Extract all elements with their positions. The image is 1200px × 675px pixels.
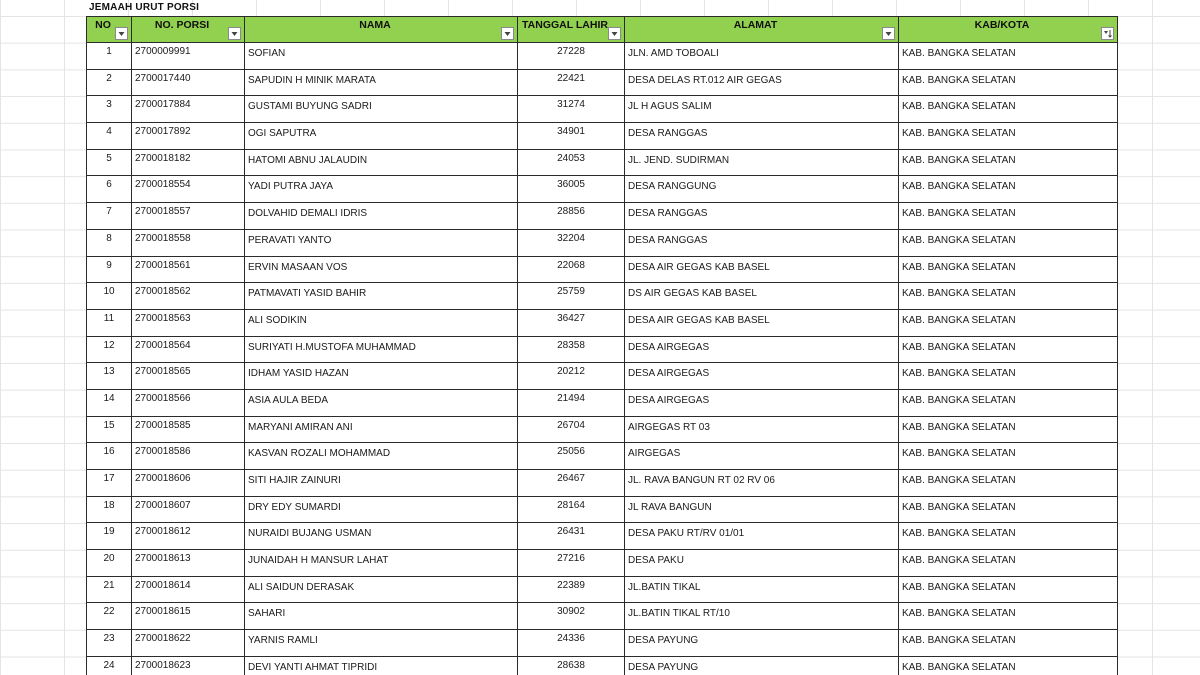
filter-dropdown-button-no[interactable]	[115, 27, 128, 40]
sort-filter-icon	[1103, 29, 1112, 38]
cell-no[interactable]: 22	[87, 603, 132, 630]
cell-porsi[interactable]: 2700018623	[132, 656, 245, 675]
table-row	[87, 176, 1118, 203]
cell-alamat[interactable]: DESA PAYUNG	[625, 630, 899, 657]
cell-nama[interactable]: DRY EDY SUMARDI	[245, 496, 518, 523]
cell-porsi[interactable]: 2700018586	[132, 443, 245, 470]
cell-alamat[interactable]: DESA RANGGAS	[625, 203, 899, 230]
table-row	[87, 656, 1118, 675]
table-row	[87, 43, 1118, 70]
cell-kab[interactable]: KAB. BANGKA SELATAN	[899, 523, 1118, 550]
cell-nama[interactable]: MARYANI AMIRAN ANI	[245, 416, 518, 443]
cell-nama[interactable]: PERAVATI YANTO	[245, 229, 518, 256]
cell-tgl[interactable]: 34901	[518, 123, 625, 150]
cell-nama[interactable]: GUSTAMI BUYUNG SADRI	[245, 96, 518, 123]
cell-alamat[interactable]: AIRGEGAS RT 03	[625, 416, 899, 443]
cell-tgl[interactable]: 25056	[518, 443, 625, 470]
cell-no[interactable]: 15	[87, 416, 132, 443]
table-row	[87, 496, 1118, 523]
column-header-no[interactable]	[87, 17, 132, 43]
cell-no[interactable]: 13	[87, 363, 132, 390]
cell-alamat[interactable]: JL.BATIN TIKAL RT/10	[625, 603, 899, 630]
cell-alamat[interactable]: DESA AIR GEGAS KAB BASEL	[625, 309, 899, 336]
table-header	[87, 17, 1118, 43]
cell-porsi[interactable]: 2700018585	[132, 416, 245, 443]
cell-alamat[interactable]: DS AIR GEGAS KAB BASEL	[625, 283, 899, 310]
dropdown-arrow-icon	[884, 29, 893, 38]
cell-tgl[interactable]: 32204	[518, 229, 625, 256]
cell-kab[interactable]: KAB. BANGKA SELATAN	[899, 96, 1118, 123]
cell-no[interactable]: 16	[87, 443, 132, 470]
table-row	[87, 149, 1118, 176]
cell-no[interactable]: 9	[87, 256, 132, 283]
cell-alamat[interactable]: DESA PAKU RT/RV 01/01	[625, 523, 899, 550]
cell-tgl[interactable]: 28164	[518, 496, 625, 523]
filter-dropdown-button-kab[interactable]	[1101, 27, 1114, 40]
table-row	[87, 69, 1118, 96]
table-row	[87, 389, 1118, 416]
cell-kab[interactable]: KAB. BANGKA SELATAN	[899, 496, 1118, 523]
cell-alamat[interactable]: JL.BATIN TIKAL	[625, 576, 899, 603]
column-header-nama[interactable]	[245, 17, 518, 43]
column-header-tgl[interactable]	[518, 17, 625, 43]
table-row	[87, 363, 1118, 390]
cell-tgl[interactable]: 27216	[518, 550, 625, 577]
cell-tgl[interactable]: 22389	[518, 576, 625, 603]
cell-nama[interactable]: HATOMI ABNU JALAUDIN	[245, 149, 518, 176]
cell-nama[interactable]: YARNIS RAMLI	[245, 630, 518, 657]
column-header-label: NO. PORSI	[154, 19, 210, 31]
table-row	[87, 550, 1118, 577]
cell-alamat[interactable]: JLN. AMD TOBOALI	[625, 43, 899, 70]
cell-porsi[interactable]: 2700018607	[132, 496, 245, 523]
cell-porsi[interactable]: 2700018561	[132, 256, 245, 283]
filter-dropdown-button-nama[interactable]	[501, 27, 514, 40]
cell-kab[interactable]: KAB. BANGKA SELATAN	[899, 123, 1118, 150]
cell-nama[interactable]: ALI SODIKIN	[245, 309, 518, 336]
dropdown-arrow-icon	[117, 29, 126, 38]
cell-nama[interactable]: SAPUDIN H MINIK MARATA	[245, 69, 518, 96]
cell-kab[interactable]: KAB. BANGKA SELATAN	[899, 416, 1118, 443]
cell-kab[interactable]: KAB. BANGKA SELATAN	[899, 176, 1118, 203]
cell-porsi[interactable]: 2700018554	[132, 176, 245, 203]
cell-porsi[interactable]: 2700018606	[132, 470, 245, 497]
cell-kab[interactable]: KAB. BANGKA SELATAN	[899, 656, 1118, 675]
cell-nama[interactable]: PATMAVATI YASID BAHIR	[245, 283, 518, 310]
cell-porsi[interactable]: 2700018614	[132, 576, 245, 603]
cell-porsi[interactable]: 2700018557	[132, 203, 245, 230]
dropdown-arrow-icon	[503, 29, 512, 38]
cell-no[interactable]: 10	[87, 283, 132, 310]
cell-nama[interactable]: OGI SAPUTRA	[245, 123, 518, 150]
cell-no[interactable]: 11	[87, 309, 132, 336]
table-body	[87, 43, 1118, 675]
cell-alamat[interactable]: DESA PAKU	[625, 550, 899, 577]
column-header-label: TANGGAL LAHIR	[522, 19, 608, 31]
table-row	[87, 203, 1118, 230]
dropdown-arrow-icon	[610, 29, 619, 38]
cell-porsi[interactable]: 2700018564	[132, 336, 245, 363]
cell-nama[interactable]: SURIYATI H.MUSTOFA MUHAMMAD	[245, 336, 518, 363]
cell-alamat[interactable]: DESA RANGGAS	[625, 229, 899, 256]
table-row	[87, 576, 1118, 603]
table-row	[87, 630, 1118, 657]
column-header-porsi[interactable]	[132, 17, 245, 43]
cell-kab[interactable]: KAB. BANGKA SELATAN	[899, 550, 1118, 577]
cell-tgl[interactable]: 36005	[518, 176, 625, 203]
cell-no[interactable]: 24	[87, 656, 132, 675]
column-header-label: ALAMAT	[733, 19, 778, 31]
cell-tgl[interactable]: 26431	[518, 523, 625, 550]
cell-tgl[interactable]: 28638	[518, 656, 625, 675]
table-row	[87, 96, 1118, 123]
table-row	[87, 336, 1118, 363]
cell-alamat[interactable]: JL RAVA BANGUN	[625, 496, 899, 523]
cell-kab[interactable]: KAB. BANGKA SELATAN	[899, 69, 1118, 96]
cell-nama[interactable]: ALI SAIDUN DERASAK	[245, 576, 518, 603]
cell-nama[interactable]: ERVIN MASAAN VOS	[245, 256, 518, 283]
cell-porsi[interactable]: 2700018563	[132, 309, 245, 336]
cell-no[interactable]: 23	[87, 630, 132, 657]
cell-no[interactable]: 6	[87, 176, 132, 203]
table-row	[87, 229, 1118, 256]
cell-kab[interactable]: KAB. BANGKA SELATAN	[899, 149, 1118, 176]
cell-kab[interactable]: KAB. BANGKA SELATAN	[899, 443, 1118, 470]
cell-kab[interactable]: KAB. BANGKA SELATAN	[899, 309, 1118, 336]
column-header-alamat[interactable]	[625, 17, 899, 43]
cell-tgl[interactable]: 24336	[518, 630, 625, 657]
cell-alamat[interactable]: DESA DELAS RT.012 AIR GEGAS	[625, 69, 899, 96]
cell-alamat[interactable]: DESA PAYUNG	[625, 656, 899, 675]
cell-porsi[interactable]: 2700018622	[132, 630, 245, 657]
cell-no[interactable]: 7	[87, 203, 132, 230]
table-row	[87, 283, 1118, 310]
cell-nama[interactable]: JUNAIDAH H MANSUR LAHAT	[245, 550, 518, 577]
cell-tgl[interactable]: 28358	[518, 336, 625, 363]
cell-kab[interactable]: KAB. BANGKA SELATAN	[899, 603, 1118, 630]
cell-kab[interactable]: KAB. BANGKA SELATAN	[899, 256, 1118, 283]
table-row	[87, 603, 1118, 630]
table-row	[87, 309, 1118, 336]
cell-no[interactable]: 5	[87, 149, 132, 176]
cell-porsi[interactable]: 2700018566	[132, 389, 245, 416]
header-row	[87, 17, 1118, 43]
cell-tgl[interactable]: 30902	[518, 603, 625, 630]
cell-nama[interactable]: KASVAN ROZALI MOHAMMAD	[245, 443, 518, 470]
cell-porsi[interactable]: 2700018612	[132, 523, 245, 550]
cell-porsi[interactable]: 2700018558	[132, 229, 245, 256]
cell-tgl[interactable]: 22068	[518, 256, 625, 283]
cell-kab[interactable]: KAB. BANGKA SELATAN	[899, 43, 1118, 70]
cell-alamat[interactable]: DESA RANGGUNG	[625, 176, 899, 203]
cell-no[interactable]: 14	[87, 389, 132, 416]
cell-alamat[interactable]: JL. RAVA BANGUN RT 02 RV 06	[625, 470, 899, 497]
table-row	[87, 416, 1118, 443]
cell-alamat[interactable]: AIRGEGAS	[625, 443, 899, 470]
cell-alamat[interactable]: DESA AIR GEGAS KAB BASEL	[625, 256, 899, 283]
cell-kab[interactable]: KAB. BANGKA SELATAN	[899, 229, 1118, 256]
cell-kab[interactable]: KAB. BANGKA SELATAN	[899, 283, 1118, 310]
cell-tgl[interactable]: 25759	[518, 283, 625, 310]
filter-dropdown-button-tgl[interactable]	[608, 27, 621, 40]
cell-no[interactable]: 19	[87, 523, 132, 550]
cell-porsi[interactable]: 2700018562	[132, 283, 245, 310]
cell-kab[interactable]: KAB. BANGKA SELATAN	[899, 363, 1118, 390]
table-row	[87, 470, 1118, 497]
cell-kab[interactable]: KAB. BANGKA SELATAN	[899, 336, 1118, 363]
cell-tgl[interactable]: 36427	[518, 309, 625, 336]
pilgrim-table	[86, 16, 1118, 675]
table-row	[87, 443, 1118, 470]
cell-porsi[interactable]: 2700018613	[132, 550, 245, 577]
table-row	[87, 523, 1118, 550]
cell-porsi[interactable]: 2700018565	[132, 363, 245, 390]
column-header-label: NO	[95, 19, 111, 31]
cell-porsi[interactable]: 2700018182	[132, 149, 245, 176]
cell-porsi[interactable]: 2700017440	[132, 69, 245, 96]
column-header-label: NAMA	[359, 19, 391, 31]
cell-no[interactable]: 12	[87, 336, 132, 363]
cell-nama[interactable]: SOFIAN	[245, 43, 518, 70]
cell-no[interactable]: 4	[87, 123, 132, 150]
cell-no[interactable]: 3	[87, 96, 132, 123]
cell-nama[interactable]: SITI HAJIR ZAINURI	[245, 470, 518, 497]
cell-nama[interactable]: YADI PUTRA JAYA	[245, 176, 518, 203]
cell-porsi[interactable]: 2700017892	[132, 123, 245, 150]
table-row	[87, 123, 1118, 150]
cell-tgl[interactable]: 31274	[518, 96, 625, 123]
cell-kab[interactable]: KAB. BANGKA SELATAN	[899, 576, 1118, 603]
cell-alamat[interactable]: DESA RANGGAS	[625, 123, 899, 150]
cell-nama[interactable]: IDHAM YASID HAZAN	[245, 363, 518, 390]
cell-alamat[interactable]: DESA AIRGEGAS	[625, 389, 899, 416]
cell-porsi[interactable]: 2700017884	[132, 96, 245, 123]
cell-tgl[interactable]: 20212	[518, 363, 625, 390]
filter-dropdown-button-alamat[interactable]	[882, 27, 895, 40]
dropdown-arrow-icon	[230, 29, 239, 38]
cell-alamat[interactable]: DESA AIRGEGAS	[625, 336, 899, 363]
column-header-label: KAB/KOTA	[974, 19, 1030, 31]
column-header-kab[interactable]	[899, 17, 1118, 43]
cell-no[interactable]: 17	[87, 470, 132, 497]
filter-dropdown-button-porsi[interactable]	[228, 27, 241, 40]
cell-tgl[interactable]: 22421	[518, 69, 625, 96]
cell-alamat[interactable]: JL. JEND. SUDIRMAN	[625, 149, 899, 176]
cell-no[interactable]: 8	[87, 229, 132, 256]
sheet-title: JEMAAH URUT PORSI	[89, 2, 200, 13]
cell-tgl[interactable]: 21494	[518, 389, 625, 416]
cell-kab[interactable]: KAB. BANGKA SELATAN	[899, 630, 1118, 657]
cell-alamat[interactable]: JL H AGUS SALIM	[625, 96, 899, 123]
cell-no[interactable]: 2	[87, 69, 132, 96]
cell-nama[interactable]: ASIA AULA BEDA	[245, 389, 518, 416]
cell-kab[interactable]: KAB. BANGKA SELATAN	[899, 203, 1118, 230]
cell-porsi[interactable]: 2700018615	[132, 603, 245, 630]
cell-porsi[interactable]: 2700009991	[132, 43, 245, 70]
cell-nama[interactable]: DOLVAHID DEMALI IDRIS	[245, 203, 518, 230]
cell-tgl[interactable]: 24053	[518, 149, 625, 176]
cell-nama[interactable]: NURAIDI BUJANG USMAN	[245, 523, 518, 550]
cell-tgl[interactable]: 26467	[518, 470, 625, 497]
cell-no[interactable]: 20	[87, 550, 132, 577]
cell-kab[interactable]: KAB. BANGKA SELATAN	[899, 470, 1118, 497]
cell-no[interactable]: 1	[87, 43, 132, 70]
cell-alamat[interactable]: DESA AIRGEGAS	[625, 363, 899, 390]
cell-no[interactable]: 21	[87, 576, 132, 603]
cell-tgl[interactable]: 27228	[518, 43, 625, 70]
cell-tgl[interactable]: 26704	[518, 416, 625, 443]
cell-no[interactable]: 18	[87, 496, 132, 523]
cell-tgl[interactable]: 28856	[518, 203, 625, 230]
cell-nama[interactable]: SAHARI	[245, 603, 518, 630]
cell-kab[interactable]: KAB. BANGKA SELATAN	[899, 389, 1118, 416]
cell-nama[interactable]: DEVI YANTI AHMAT TIPRIDI	[245, 656, 518, 675]
table-row	[87, 256, 1118, 283]
